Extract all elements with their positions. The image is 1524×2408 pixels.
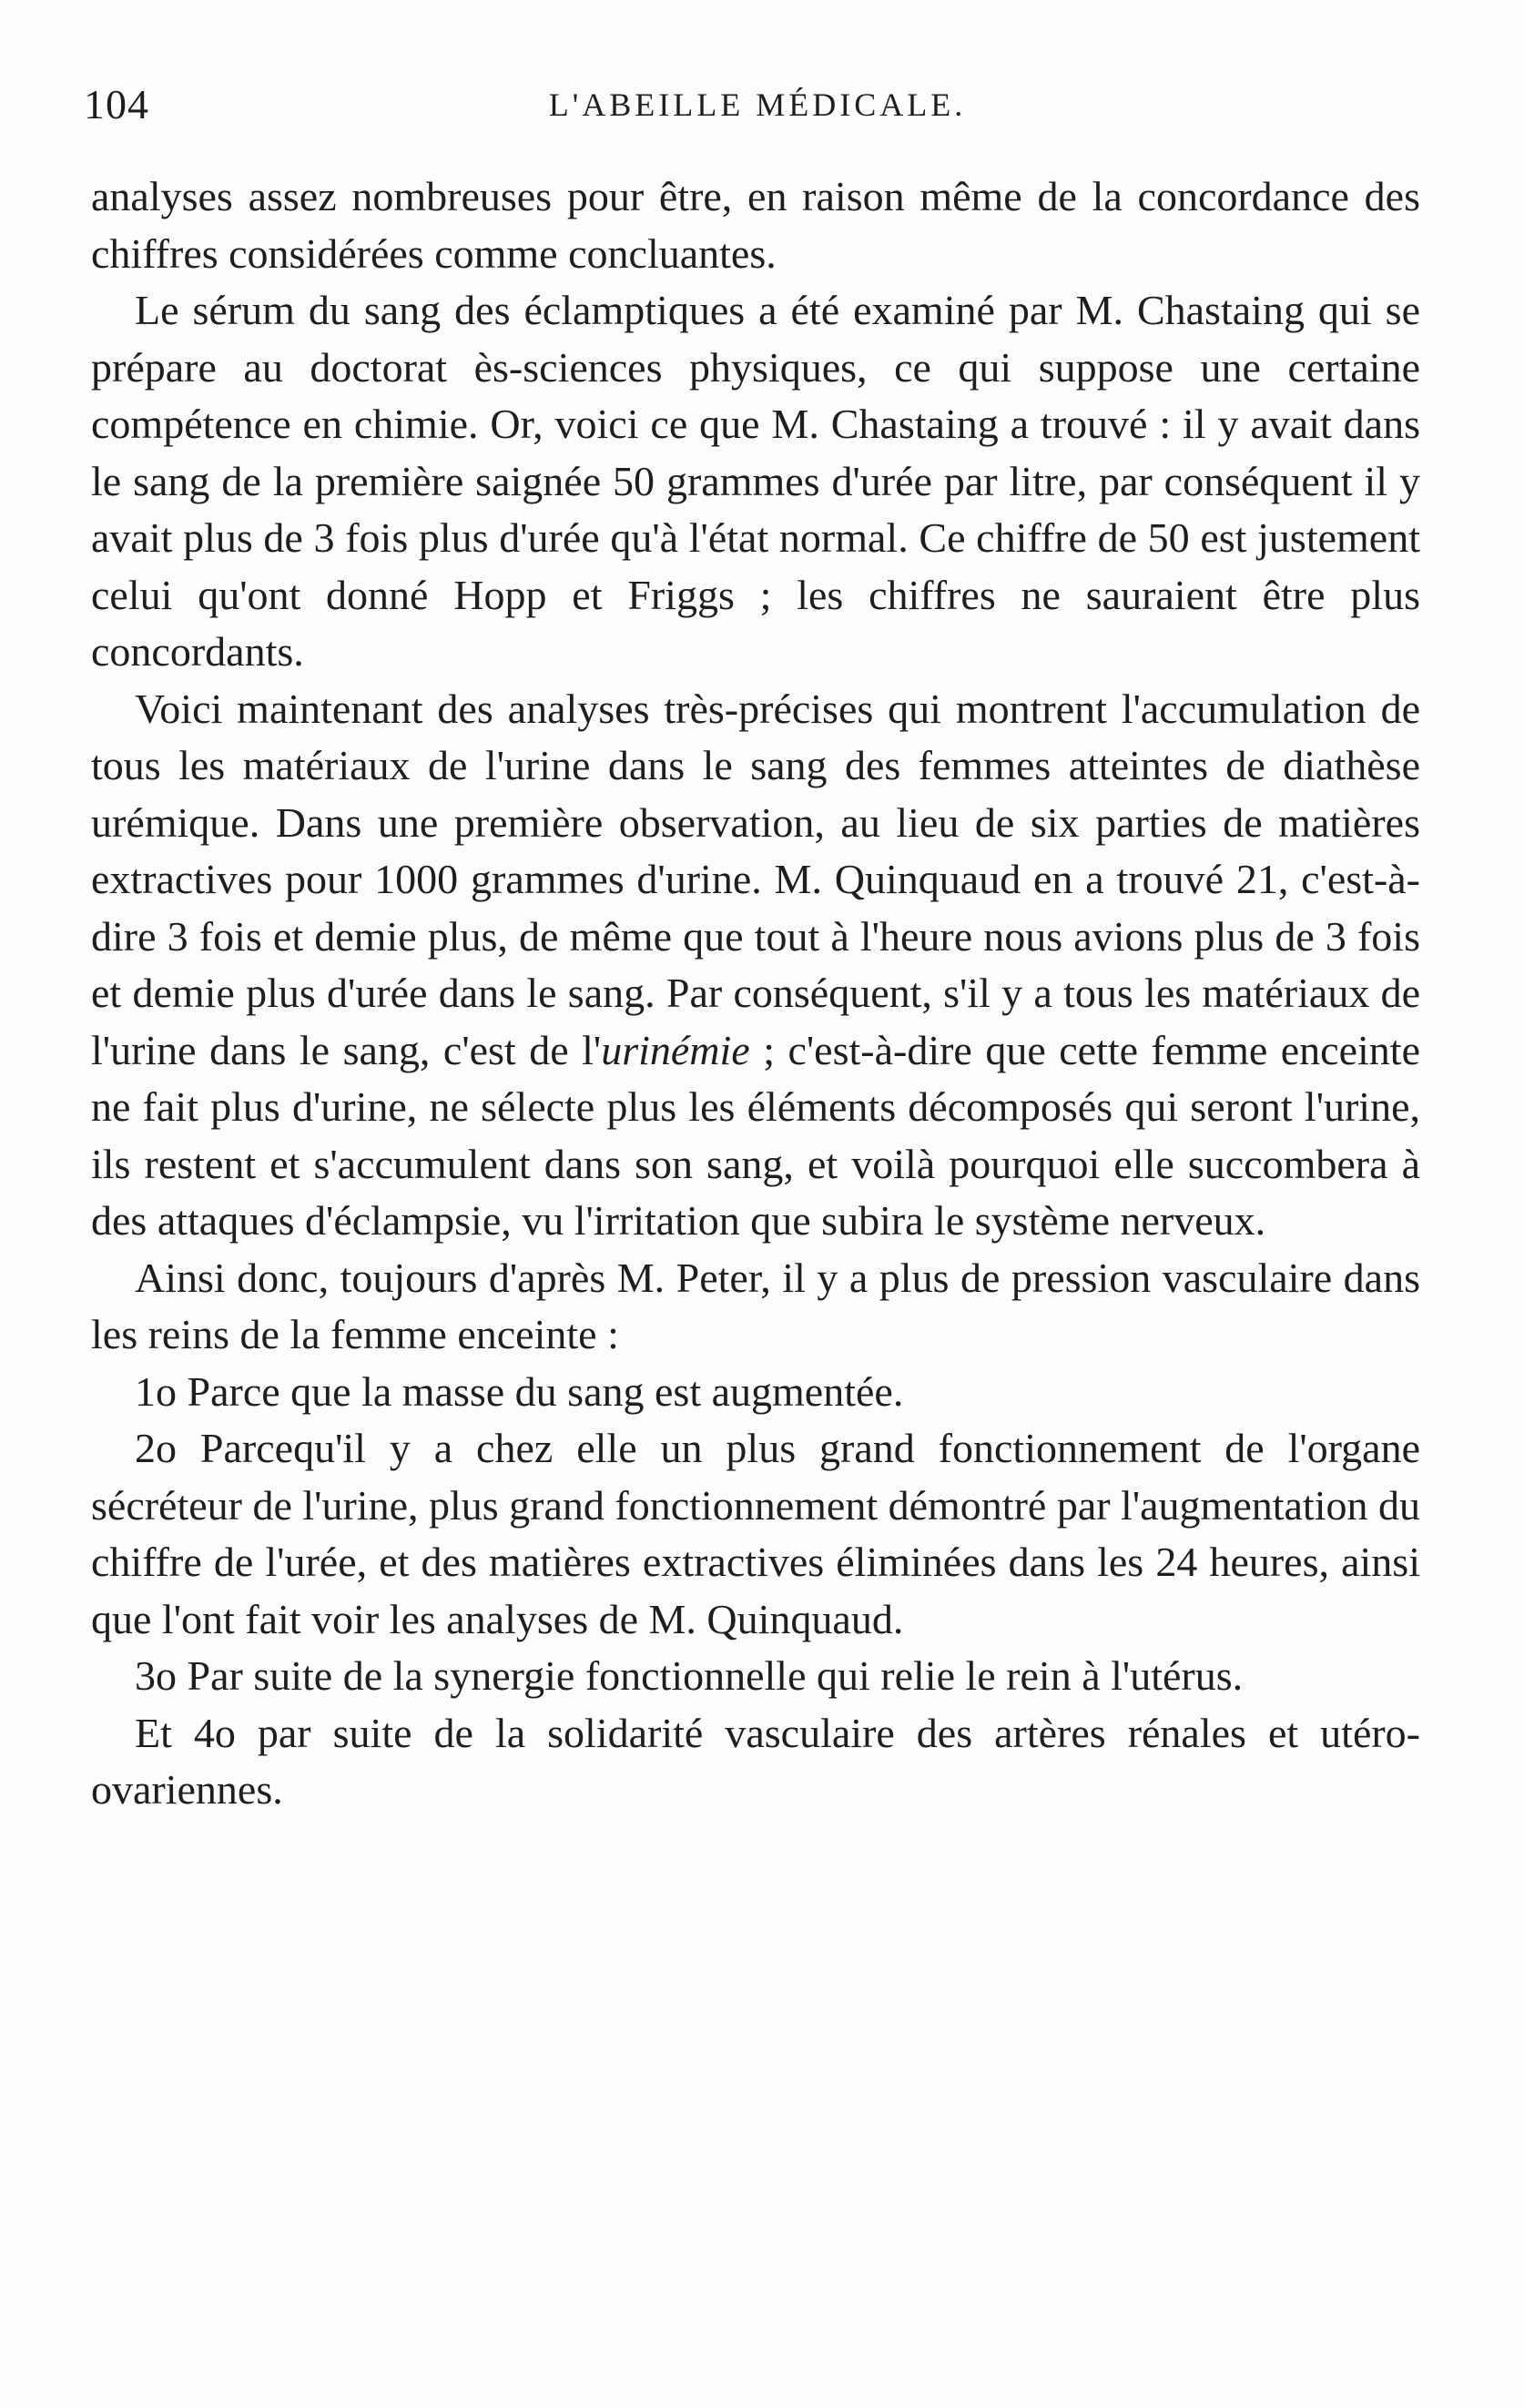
paragraph-serum-analysis: Le sérum du sang des éclamptiques a été examiné par M. Chastaing qui se prépare au doctorat ès-sciences physiques, ce qui suppose une certaine compétence en chimie. Or, voici ce que M. Chastaing a trouvé : il y avait dans le sang de la première saignée 50 grammes d'urée par litre, par conséquent il y avait plus de 3 fois plus d'urée qu'à l'état normal. Ce chiffre de 50 est justement celui qu'ont donné Hopp et Friggs ; les chiffres ne sauraient être plus concordants. bbox=[91, 287, 1420, 675]
urinemie-term: urinémie bbox=[601, 1026, 750, 1073]
list-item-fourth: Et 4o par suite de la solidarité vasculaire des artères rénales et utéro-ovariennes. bbox=[91, 1709, 1420, 1813]
paragraph-peter-summary: Ainsi donc, toujours d'après M. Peter, il y a plus de pression vasculaire dans les reins de la femme enceinte : bbox=[91, 1254, 1420, 1357]
running-title: L'ABEILLE MÉDICALE. bbox=[548, 86, 967, 123]
page-number: 104 bbox=[84, 81, 149, 127]
list-item-third: 3o Par suite de la synergie fonctionnelle qui relie le rein à l'utérus. bbox=[135, 1652, 1244, 1699]
list-item-first: 1o Parce que la masse du sang est augmentée. bbox=[135, 1367, 904, 1415]
paragraph-urinemie-after: ; c'est-à-dire que cette femme enceinte ne fait plus d'urine, ne sélecte plus les éléments décomposés qui seront l'urine, ils restent et s'accumulent dans son sang, et voilà pourquoi elle succombera à des attaques d'éclampsie, vu l'irritation que subira le système nerveux. bbox=[91, 1026, 1420, 1244]
list-item-second: 2o Parcequ'il y a chez elle un plus grand fonctionnement de l'organe sécréteur de l'urine, plus grand fonctionnement démontré par l'augmentation du chiffre de l'urée, et des matières extractives éliminées dans les 24 heures, ainsi que l'ont fait voir les analyses de M. Quinquaud. bbox=[91, 1425, 1420, 1642]
paragraph-continuation: analyses assez nombreuses pour être, en raison même de la concordance des chiffres considérées comme concluantes. bbox=[91, 173, 1420, 277]
page-header bbox=[84, 80, 1431, 131]
body-text bbox=[91, 168, 1420, 1819]
paragraph-urinemie-before: Voici maintenant des analyses très-précises qui montrent l'accumulation de tous les matériaux de l'urine dans le sang des femmes atteintes de diathèse urémique. Dans une première observation, au lieu de six parties de matières extractives pour 1000 grammes d'urine. M. Quinquaud en a trouvé 21, c'est-à-dire 3 fois et demie plus, de même que tout à l'heure nous avions plus de 3 fois et demie plus d'urée dans le sang. Par conséquent, s'il y a tous les matériaux de l'urine dans le sang, c'est de l' bbox=[91, 685, 1420, 1073]
paragraph-urinemie bbox=[91, 681, 1420, 1250]
